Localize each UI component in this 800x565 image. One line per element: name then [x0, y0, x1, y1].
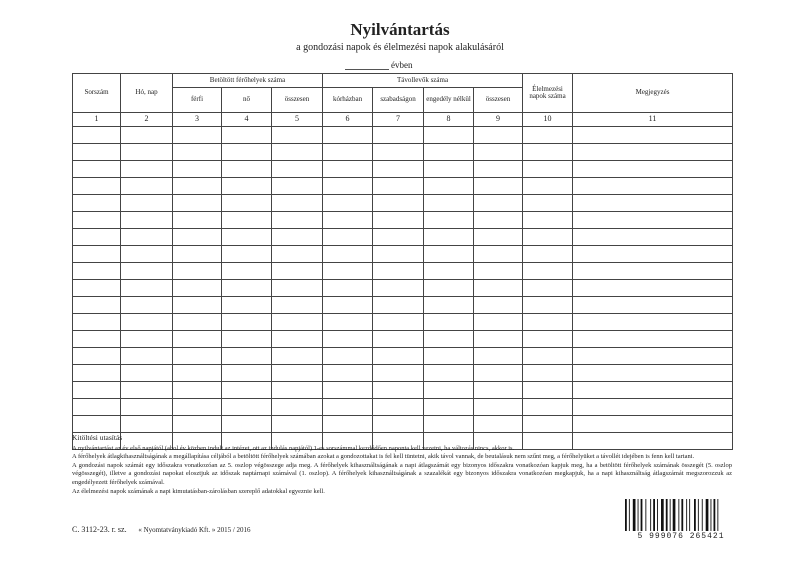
table-cell[interactable] — [424, 280, 474, 297]
table-cell[interactable] — [323, 161, 373, 178]
table-cell[interactable] — [373, 127, 424, 144]
table-cell[interactable] — [424, 246, 474, 263]
instructions-block — [72, 434, 732, 496]
table-cell[interactable] — [173, 263, 222, 280]
form-subtitle: a gondozási napok és élelmezési napok alakulásáról — [296, 42, 504, 53]
table-cell[interactable] — [173, 178, 222, 195]
table-cell[interactable] — [474, 382, 523, 399]
table-cell[interactable] — [121, 246, 173, 263]
table-cell[interactable] — [173, 127, 222, 144]
col-number: 2 — [121, 113, 173, 127]
table-cell[interactable] — [222, 280, 272, 297]
table-cell[interactable] — [222, 246, 272, 263]
table-row — [73, 229, 733, 246]
table-cell[interactable] — [121, 229, 173, 246]
table-cell[interactable] — [173, 331, 222, 348]
instructions-paragraph: Az élelmezési napok számának a napi kimutatásban-zárolásban szereplő adatokkal egyeznie kell. — [72, 487, 325, 495]
table-cell[interactable] — [323, 246, 373, 263]
table-cell[interactable] — [573, 297, 733, 314]
table-cell[interactable] — [173, 416, 222, 433]
barcode-bar — [657, 499, 658, 531]
table-cell[interactable] — [523, 297, 573, 314]
header-sorszam: Sorszám — [73, 74, 121, 113]
table-cell[interactable] — [121, 382, 173, 399]
table-cell[interactable] — [373, 229, 424, 246]
table-cell[interactable] — [573, 195, 733, 212]
table-cell[interactable] — [73, 348, 121, 365]
col-number: 4 — [222, 113, 272, 127]
table-cell[interactable] — [523, 365, 573, 382]
table-cell[interactable] — [424, 416, 474, 433]
table-cell[interactable] — [373, 348, 424, 365]
table-cell[interactable] — [173, 365, 222, 382]
table-row — [73, 399, 733, 416]
table-cell[interactable] — [424, 212, 474, 229]
table-cell[interactable] — [73, 127, 121, 144]
col-number: 7 — [373, 113, 424, 127]
table-cell[interactable] — [73, 331, 121, 348]
table-cell[interactable] — [73, 246, 121, 263]
table-cell[interactable] — [323, 178, 373, 195]
table-cell[interactable] — [222, 399, 272, 416]
instructions-paragraph: A férőhelyek átlagkihasználtságának a megállapítása céljából a betöltött férőhelyek számában azokat a gondozottakat is fel kell tüntetni, akik távol vannak, de beutalásuk nem szűnt meg, a férőhelyüket a távollét idejében is fenn kell tartani. — [72, 453, 695, 461]
table-cell[interactable] — [272, 246, 323, 263]
publisher-note: « Nyomtatványkiadó Kft. » 2015 / 2016 — [138, 526, 251, 534]
barcode-bar — [653, 499, 655, 531]
barcode-bar — [681, 499, 683, 531]
table-cell[interactable] — [474, 212, 523, 229]
table-cell[interactable] — [523, 280, 573, 297]
header-korhazban: kórházban — [323, 88, 373, 113]
table-cell[interactable] — [73, 178, 121, 195]
table-cell[interactable] — [424, 263, 474, 280]
table-cell[interactable] — [523, 161, 573, 178]
barcode-number: 5 999076 265421 — [637, 532, 725, 541]
table-cell[interactable] — [474, 127, 523, 144]
table-cell[interactable] — [523, 246, 573, 263]
header-ho-nap: Hó, nap — [121, 74, 173, 113]
table-cell[interactable] — [373, 399, 424, 416]
header-osszesen-2: összesen — [474, 88, 523, 113]
table-cell[interactable] — [573, 348, 733, 365]
table-cell[interactable] — [323, 144, 373, 161]
col-number: 8 — [424, 113, 474, 127]
table-cell[interactable] — [474, 263, 523, 280]
table-cell[interactable] — [323, 331, 373, 348]
table-cell[interactable] — [272, 348, 323, 365]
form-code: C. 3112-23. r. sz. — [72, 525, 127, 534]
barcode-bar — [641, 499, 643, 531]
table-cell[interactable] — [573, 331, 733, 348]
table-cell[interactable] — [474, 331, 523, 348]
table-cell[interactable] — [424, 144, 474, 161]
barcode-bar — [717, 499, 718, 531]
table-cell[interactable] — [222, 297, 272, 314]
table-row — [73, 144, 733, 161]
table-cell[interactable] — [173, 161, 222, 178]
barcode-bar — [666, 499, 668, 531]
table-cell[interactable] — [173, 348, 222, 365]
table-cell[interactable] — [424, 127, 474, 144]
col-number: 9 — [474, 113, 523, 127]
table-cell[interactable] — [323, 348, 373, 365]
form-title: Nyilvántartás — [350, 20, 450, 39]
table-cell[interactable] — [573, 161, 733, 178]
table-cell[interactable] — [474, 416, 523, 433]
table-cell[interactable] — [523, 127, 573, 144]
table-cell[interactable] — [222, 348, 272, 365]
barcode-bar — [625, 499, 627, 531]
instructions-paragraph: A gondozási napok számát egy időszakra vonatkozóan az 5. oszlop végösszege adja meg. A férőhelyek kihasználtságának a napi átlagszámát egy bizonyos időszakra vonatkozóan kapjuk meg, ha a betöltött férőhelyek számának összegét (5. oszlop végösszegét), illetve a gondozási napokat elosztjuk az időszak naptárnapi számával (1. oszlop). A férőhelyek kihasználtságának a szazalékát egy bizonyos időszakra vonatkozóan megkapjuk, ha a napi kihasználtság átlagszámát megszorozzuk az engedélyezett férőhelyek számával. — [72, 461, 732, 486]
barcode-bar — [670, 499, 671, 531]
table-cell[interactable] — [373, 365, 424, 382]
table-cell[interactable] — [222, 178, 272, 195]
barcode-bar — [686, 499, 687, 531]
table-row — [73, 382, 733, 399]
barcode-bar — [633, 499, 636, 531]
table-cell[interactable] — [474, 161, 523, 178]
table-cell[interactable] — [573, 399, 733, 416]
header-szabadsagon: szabadságon — [373, 88, 424, 113]
table-cell[interactable] — [523, 416, 573, 433]
table-cell[interactable] — [373, 195, 424, 212]
table-cell[interactable] — [573, 365, 733, 382]
barcode-bars — [623, 499, 739, 531]
table-cell[interactable] — [523, 178, 573, 195]
table-cell[interactable] — [474, 280, 523, 297]
column-number-row — [73, 113, 733, 127]
table-cell[interactable] — [272, 229, 323, 246]
table-cell[interactable] — [424, 195, 474, 212]
table-cell[interactable] — [474, 314, 523, 331]
table-cell[interactable] — [373, 144, 424, 161]
col-number: 10 — [523, 113, 573, 127]
barcode-bar — [661, 499, 664, 531]
table-cell[interactable] — [323, 365, 373, 382]
table-cell[interactable] — [73, 382, 121, 399]
table-cell[interactable] — [222, 331, 272, 348]
table-cell[interactable] — [272, 127, 323, 144]
table-cell[interactable] — [474, 195, 523, 212]
table-cell[interactable] — [121, 399, 173, 416]
table-cell[interactable] — [323, 263, 373, 280]
table-cell[interactable] — [573, 212, 733, 229]
table-cell[interactable] — [323, 314, 373, 331]
table-cell[interactable] — [173, 144, 222, 161]
table-cell[interactable] — [272, 280, 323, 297]
table-cell[interactable] — [222, 161, 272, 178]
table-cell[interactable] — [474, 229, 523, 246]
table-cell[interactable] — [272, 365, 323, 382]
barcode-bar — [650, 499, 651, 531]
table-cell[interactable] — [373, 297, 424, 314]
table-cell[interactable] — [373, 263, 424, 280]
table-cell[interactable] — [121, 280, 173, 297]
table-cell[interactable] — [523, 212, 573, 229]
header-tavollevok-group: Távollevők száma — [323, 74, 523, 88]
table-cell[interactable] — [373, 331, 424, 348]
table-cell[interactable] — [272, 331, 323, 348]
table-cell[interactable] — [272, 144, 323, 161]
table-cell[interactable] — [323, 382, 373, 399]
table-cell[interactable] — [272, 297, 323, 314]
barcode-bar — [629, 499, 630, 531]
table-cell[interactable] — [121, 144, 173, 161]
table-cell[interactable] — [222, 263, 272, 280]
table-cell[interactable] — [474, 246, 523, 263]
table-cell[interactable] — [323, 416, 373, 433]
table-cell[interactable] — [424, 178, 474, 195]
table-cell[interactable] — [424, 348, 474, 365]
col-number: 1 — [73, 113, 121, 127]
barcode-bar — [689, 499, 690, 531]
header-osszesen-1: összesen — [272, 88, 323, 113]
table-cell[interactable] — [173, 229, 222, 246]
table-cell[interactable] — [73, 416, 121, 433]
table-cell[interactable] — [272, 195, 323, 212]
table-cell[interactable] — [121, 263, 173, 280]
table-cell[interactable] — [173, 399, 222, 416]
table-row — [73, 246, 733, 263]
table-cell[interactable] — [523, 144, 573, 161]
table-row — [73, 297, 733, 314]
table-cell[interactable] — [373, 314, 424, 331]
table-cell[interactable] — [173, 246, 222, 263]
table-cell[interactable] — [323, 280, 373, 297]
table-cell[interactable] — [272, 382, 323, 399]
table-cell[interactable] — [272, 416, 323, 433]
table-cell[interactable] — [424, 331, 474, 348]
table-cell[interactable] — [474, 144, 523, 161]
col-number: 11 — [573, 113, 733, 127]
table-row — [73, 263, 733, 280]
table-cell[interactable] — [73, 280, 121, 297]
header-elelmezesi: Élelmezési napok száma — [523, 74, 573, 113]
table-cell[interactable] — [323, 212, 373, 229]
table-cell[interactable] — [272, 161, 323, 178]
table-cell[interactable] — [272, 314, 323, 331]
barcode-bar — [638, 499, 639, 531]
table-cell[interactable] — [323, 127, 373, 144]
table-cell[interactable] — [474, 365, 523, 382]
table-cell[interactable] — [73, 399, 121, 416]
header-megjegyzes: Megjegyzés — [573, 74, 733, 113]
barcode — [623, 499, 739, 543]
table-cell[interactable] — [474, 399, 523, 416]
year-field — [345, 60, 413, 70]
table-cell[interactable] — [523, 331, 573, 348]
col-number: 3 — [173, 113, 222, 127]
table-cell[interactable] — [222, 382, 272, 399]
table-cell[interactable] — [73, 212, 121, 229]
table-cell[interactable] — [173, 195, 222, 212]
table-cell[interactable] — [73, 297, 121, 314]
table-cell[interactable] — [121, 161, 173, 178]
table-cell[interactable] — [323, 229, 373, 246]
table-cell[interactable] — [573, 314, 733, 331]
barcode-bar — [678, 499, 679, 531]
table-cell[interactable] — [121, 365, 173, 382]
table-cell[interactable] — [424, 229, 474, 246]
table-cell[interactable] — [373, 178, 424, 195]
barcode-bar — [698, 499, 699, 531]
table-row — [73, 127, 733, 144]
table-cell[interactable] — [373, 280, 424, 297]
table-row — [73, 416, 733, 433]
table-cell[interactable] — [173, 314, 222, 331]
table-cell[interactable] — [73, 144, 121, 161]
table-cell[interactable] — [173, 212, 222, 229]
table-cell[interactable] — [272, 178, 323, 195]
table-cell[interactable] — [222, 416, 272, 433]
table-cell[interactable] — [222, 314, 272, 331]
instructions-paragraph: A nyilvántartást az év első napjától (ahol év közben indult az intézet, ott az indulás napjától) 1-es sorszámmal kezdődően naponta kell vezetni, ha változás nincs, akkor is. — [72, 444, 515, 452]
table-header-row-1 — [73, 74, 733, 88]
table-cell[interactable] — [373, 246, 424, 263]
table-cell[interactable] — [173, 382, 222, 399]
table-cell[interactable] — [523, 263, 573, 280]
table-cell[interactable] — [121, 195, 173, 212]
year-suffix: évben — [391, 60, 413, 70]
table-cell[interactable] — [523, 399, 573, 416]
table-row — [73, 331, 733, 348]
barcode-bar — [714, 499, 716, 531]
table-cell[interactable] — [121, 178, 173, 195]
table-cell[interactable] — [73, 229, 121, 246]
table-cell[interactable] — [523, 195, 573, 212]
form-footer — [72, 525, 251, 534]
barcode-bar — [706, 499, 709, 531]
table-cell[interactable] — [424, 399, 474, 416]
table-cell[interactable] — [222, 127, 272, 144]
table-cell[interactable] — [523, 314, 573, 331]
table-cell[interactable] — [424, 297, 474, 314]
barcode-bar — [702, 499, 703, 531]
table-cell[interactable] — [373, 416, 424, 433]
table-cell[interactable] — [121, 314, 173, 331]
table-cell[interactable] — [222, 144, 272, 161]
table-cell[interactable] — [424, 161, 474, 178]
barcode-bar — [673, 499, 676, 531]
table-cell[interactable] — [573, 280, 733, 297]
register-table — [72, 73, 733, 450]
table-cell[interactable] — [474, 348, 523, 365]
table-cell[interactable] — [523, 382, 573, 399]
table-cell[interactable] — [323, 399, 373, 416]
table-cell[interactable] — [73, 195, 121, 212]
header-engedely-nelkul: engedély nélkül — [424, 88, 474, 113]
header-ferfi: férfi — [173, 88, 222, 113]
table-cell[interactable] — [121, 127, 173, 144]
table-cell[interactable] — [373, 161, 424, 178]
table-cell[interactable] — [573, 382, 733, 399]
table-cell[interactable] — [323, 195, 373, 212]
year-blank-line[interactable] — [345, 60, 389, 70]
table-row — [73, 314, 733, 331]
barcode-bar — [711, 499, 712, 531]
table-row — [73, 161, 733, 178]
table-cell[interactable] — [474, 178, 523, 195]
table-cell[interactable] — [573, 246, 733, 263]
table-row — [73, 280, 733, 297]
col-number: 5 — [272, 113, 323, 127]
table-cell[interactable] — [323, 297, 373, 314]
table-row — [73, 178, 733, 195]
col-number: 6 — [323, 113, 373, 127]
table-row — [73, 195, 733, 212]
table-cell[interactable] — [121, 212, 173, 229]
table-cell[interactable] — [373, 212, 424, 229]
table-row — [73, 348, 733, 365]
header-betoltott-group: Betöltött férőhelyek száma — [173, 74, 323, 88]
table-cell[interactable] — [121, 348, 173, 365]
table-cell[interactable] — [173, 280, 222, 297]
table-cell[interactable] — [73, 161, 121, 178]
table-cell[interactable] — [121, 331, 173, 348]
barcode-bar — [645, 499, 646, 531]
table-cell[interactable] — [573, 416, 733, 433]
table-cell[interactable] — [222, 212, 272, 229]
barcode-bar — [694, 499, 696, 531]
table-cell[interactable] — [173, 297, 222, 314]
table-cell[interactable] — [424, 314, 474, 331]
table-row — [73, 212, 733, 229]
table-cell[interactable] — [373, 382, 424, 399]
table-cell[interactable] — [474, 297, 523, 314]
table-cell[interactable] — [573, 127, 733, 144]
table-cell[interactable] — [222, 365, 272, 382]
table-cell[interactable] — [523, 348, 573, 365]
table-cell[interactable] — [272, 263, 323, 280]
table-cell[interactable] — [573, 263, 733, 280]
header-no: nő — [222, 88, 272, 113]
table-cell[interactable] — [222, 229, 272, 246]
table-cell[interactable] — [573, 229, 733, 246]
table-cell[interactable] — [121, 416, 173, 433]
table-cell[interactable] — [523, 229, 573, 246]
table-cell[interactable] — [73, 314, 121, 331]
table-cell[interactable] — [272, 212, 323, 229]
table-cell[interactable] — [121, 297, 173, 314]
table-cell[interactable] — [424, 382, 474, 399]
table-cell[interactable] — [424, 365, 474, 382]
table-cell[interactable] — [272, 399, 323, 416]
table-row — [73, 365, 733, 382]
instructions-heading: Kitöltési utasítás — [72, 433, 123, 442]
table-cell[interactable] — [73, 263, 121, 280]
table-cell[interactable] — [73, 365, 121, 382]
table-cell[interactable] — [222, 195, 272, 212]
table-cell[interactable] — [573, 178, 733, 195]
table-cell[interactable] — [573, 144, 733, 161]
